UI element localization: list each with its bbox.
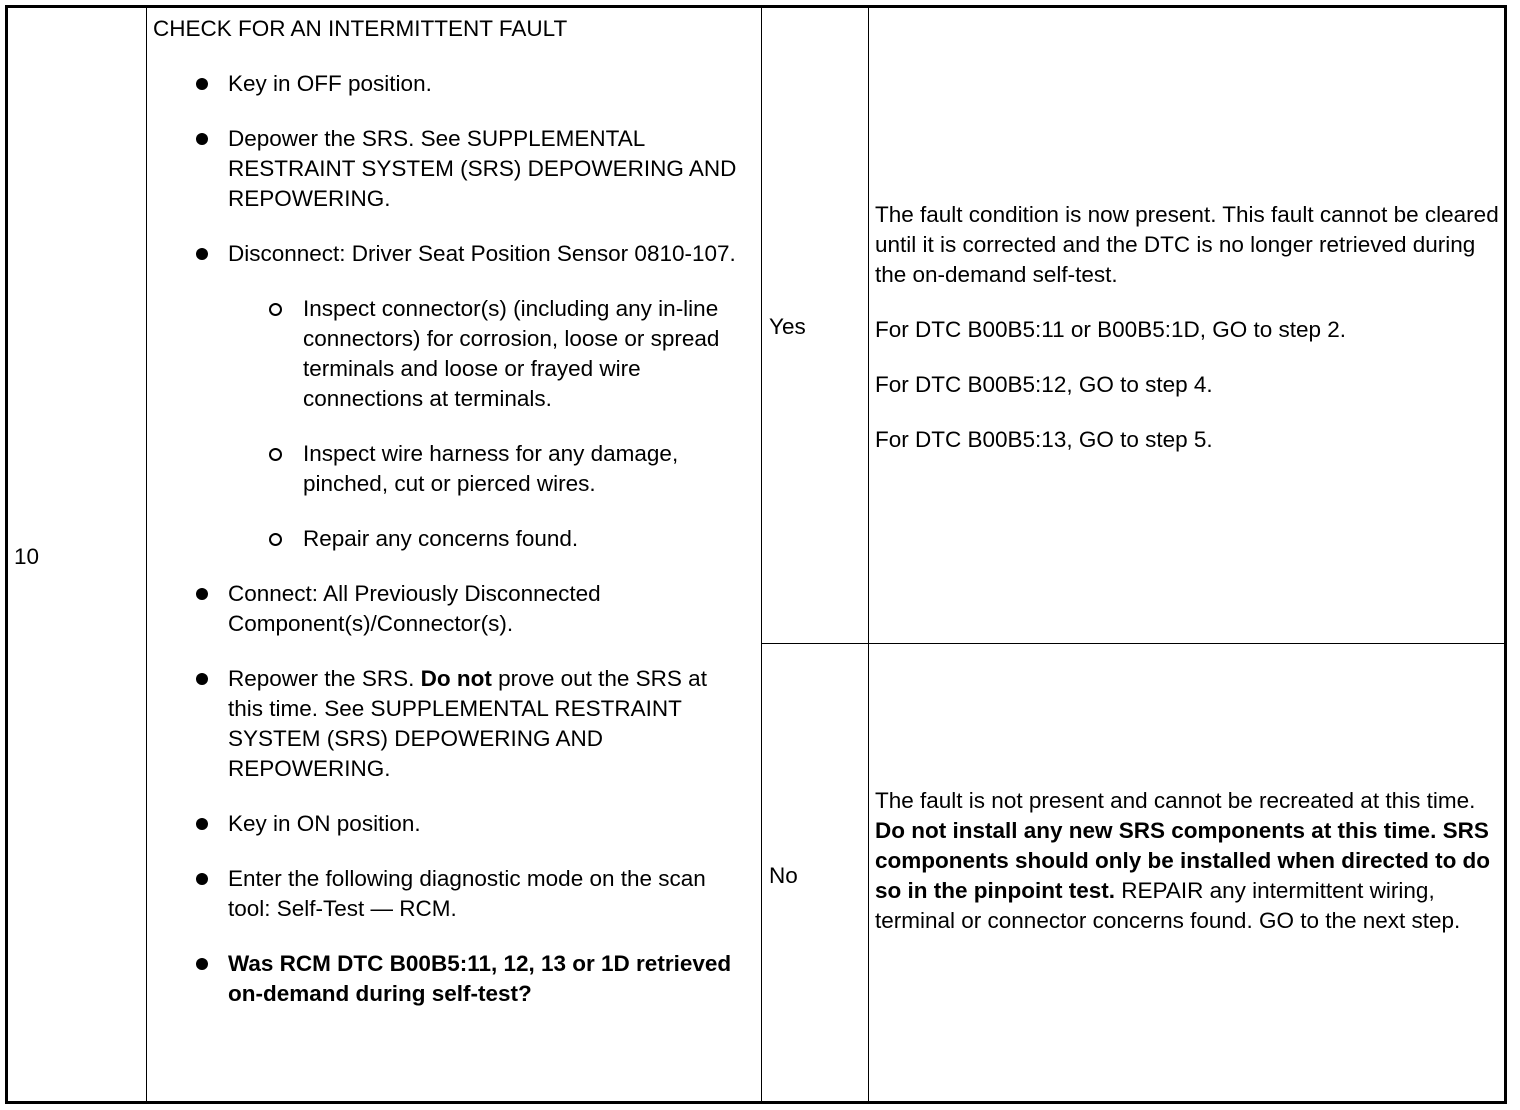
list-item bbox=[153, 949, 748, 1009]
inspection-sublist bbox=[228, 294, 748, 554]
yes-paragraph: For DTC B00B5:11 or B00B5:1D, GO to step 2. bbox=[875, 317, 1347, 342]
yes-paragraph: For DTC B00B5:13, GO to step 5. bbox=[875, 427, 1213, 452]
list-item bbox=[153, 864, 748, 924]
list-item-text: Repower the SRS. bbox=[228, 666, 421, 691]
list-item bbox=[153, 69, 748, 99]
list-item bbox=[153, 239, 748, 554]
no-label: No bbox=[769, 863, 798, 888]
sub-list-item bbox=[228, 524, 748, 554]
list-item bbox=[153, 809, 748, 839]
sub-list-item bbox=[228, 294, 748, 414]
question-text: Was RCM DTC B00B5:11, 12, 13 or 1D retrieved on-demand during self-test? bbox=[228, 951, 732, 1006]
list-item-text: Key in ON position. bbox=[228, 811, 421, 836]
step-title: CHECK FOR AN INTERMITTENT FAULT bbox=[153, 16, 568, 41]
sub-list-item-text: Inspect wire harness for any damage, pinched, cut or pierced wires. bbox=[303, 441, 679, 496]
yes-label: Yes bbox=[769, 314, 806, 339]
row-divider bbox=[761, 643, 1504, 644]
list-item-text: Depower the SRS. See SUPPLEMENTAL RESTRAINT SYSTEM (SRS) DEPOWERING AND REPOWERING. bbox=[228, 126, 737, 211]
list-item bbox=[153, 664, 748, 784]
list-item-text: Disconnect: Driver Seat Position Sensor 0810-107. bbox=[228, 241, 736, 266]
sub-list-item-text: Inspect connector(s) (including any in-line connectors) for corrosion, loose or spread terminals and loose or frayed wire connections at terminals. bbox=[303, 296, 720, 411]
yes-paragraph: The fault condition is now present. This fault cannot be cleared until it is corrected and the DTC is no longer retrieved during the on-demand self-test. bbox=[875, 202, 1499, 287]
list-item bbox=[153, 579, 748, 639]
yes-result bbox=[875, 200, 1505, 480]
list-item-text: prove out the SRS at this time. See SUPPLEMENTAL RESTRAINT SYSTEM (SRS) DEPOWERING AND REPOWERING. bbox=[228, 666, 707, 781]
list-item-text: Enter the following diagnostic mode on the scan tool: Self-Test — RCM. bbox=[228, 866, 706, 921]
emphasis-text: Do not bbox=[420, 666, 492, 691]
step-number: 10 bbox=[14, 544, 40, 569]
column-divider-2 bbox=[761, 8, 762, 1101]
list-item-text: Connect: All Previously Disconnected Component(s)/Connector(s). bbox=[228, 581, 601, 636]
list-item bbox=[153, 124, 748, 214]
sub-list-item bbox=[228, 439, 748, 499]
action-list bbox=[153, 69, 748, 1034]
list-item-text: Key in OFF position. bbox=[228, 71, 432, 96]
no-text: The fault is not present and cannot be recreated at this time. bbox=[875, 788, 1476, 813]
column-divider-3 bbox=[868, 8, 869, 1101]
no-text: REPAIR any intermittent wiring, terminal or connector concerns found. GO to the next step. bbox=[875, 878, 1461, 933]
no-paragraph bbox=[875, 786, 1505, 936]
no-result bbox=[875, 786, 1505, 936]
no-warning-text: Do not install any new SRS components at this time. SRS components should only be installed when directed to do so in the pinpoint test. bbox=[875, 818, 1491, 903]
column-divider-1 bbox=[146, 8, 147, 1101]
diagnostic-table bbox=[5, 5, 1507, 1104]
sub-list-item-text: Repair any concerns found. bbox=[303, 526, 579, 551]
yes-paragraph: For DTC B00B5:12, GO to step 4. bbox=[875, 372, 1213, 397]
